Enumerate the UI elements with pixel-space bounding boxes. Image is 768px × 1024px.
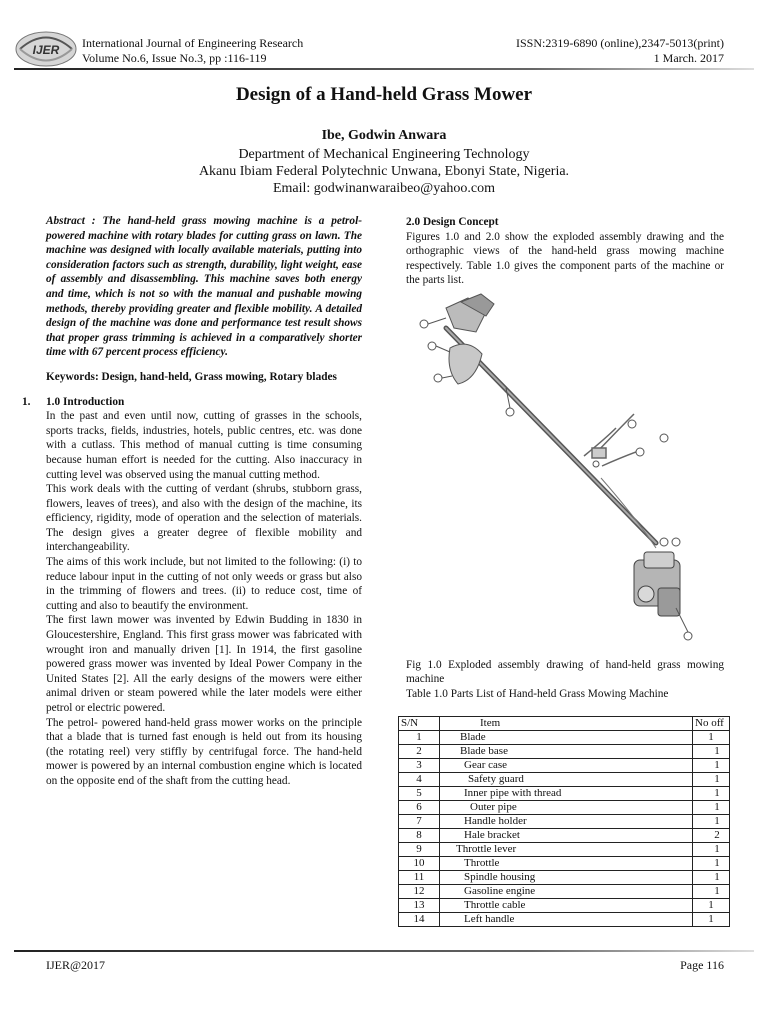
- section-title: 1.0 Introduction: [46, 395, 125, 408]
- intro-paragraph-2: This work deals with the cutting of verdant (shrubs, stubborn grass, flowers, leaves of trees), and also with the design of the machine, its efficiency, rigidity, mode of operation and the selection of materials. The design gives a greater degree of flexible mobility and interchangeability.: [46, 483, 362, 554]
- table-row: [399, 731, 730, 745]
- journal-logo: [14, 30, 78, 68]
- cell-sn: 5: [399, 787, 440, 801]
- table-row: [399, 857, 730, 871]
- header-no-off: No off: [693, 717, 730, 731]
- cell-item: Blade: [440, 731, 693, 745]
- table-row: [399, 815, 730, 829]
- figure-caption: Fig 1.0 Exploded assembly drawing of hand-held grass mowing machine: [406, 659, 724, 685]
- cell-qty: 1: [693, 773, 730, 787]
- cell-item: Spindle housing: [440, 871, 693, 885]
- parts-table: [398, 716, 730, 927]
- table-row: [399, 885, 730, 899]
- header-journal-info: [82, 36, 303, 66]
- keywords: Keywords: Design, hand-held, Grass mowing, Rotary blades: [46, 370, 337, 383]
- issn: ISSN:2319-6890 (online),2347-5013(print): [516, 36, 724, 50]
- left-column: [22, 214, 362, 789]
- cell-sn: 11: [399, 871, 440, 885]
- engine-drawing: [634, 552, 680, 616]
- intro-paragraph-4: The first lawn mower was invented by Edwin Budding in 1830 in Gloucestershire, England. This first grass mower was fabricated with wrought iron and manually driven [1]. In 1914, the first gasoline powered grass mower was invented by Ideal Power Company in the United States [2]. All the early designs of the mowers were either animal driven or steam powered while the later models were either petrol or electric powered.: [46, 614, 362, 714]
- cell-qty: 1: [693, 857, 730, 871]
- footer-copyright: IJER@2017: [46, 958, 106, 972]
- logo-text: IJER: [32, 43, 60, 57]
- cell-item: Blade base: [440, 745, 693, 759]
- table-row: [399, 899, 730, 913]
- cell-sn: 4: [399, 773, 440, 787]
- table-row: [399, 745, 730, 759]
- cell-sn: 3: [399, 759, 440, 773]
- table-row: [399, 829, 730, 843]
- cell-sn: 12: [399, 885, 440, 899]
- cell-qty: 1: [693, 913, 730, 927]
- cell-sn: 7: [399, 815, 440, 829]
- table-title: Table 1.0 Parts List of Hand-held Grass Mowing Machine: [406, 688, 669, 700]
- cell-qty: 2: [693, 829, 730, 843]
- cell-qty: 1: [693, 843, 730, 857]
- section-number: 1.: [22, 395, 31, 408]
- header-divider: [14, 68, 754, 70]
- cell-qty: 1: [693, 787, 730, 801]
- cell-item: Outer pipe: [440, 801, 693, 815]
- cell-item: Handle holder: [440, 815, 693, 829]
- journal-name: International Journal of Engineering Research: [82, 36, 304, 50]
- table-row: [399, 773, 730, 787]
- cell-sn: 1: [399, 731, 440, 745]
- cell-qty: 1: [693, 745, 730, 759]
- cell-item: Hale bracket: [440, 829, 693, 843]
- header-item: Item: [440, 717, 693, 731]
- affiliation: [0, 146, 768, 197]
- footer-divider: [14, 950, 754, 952]
- table-row: [399, 801, 730, 815]
- cell-sn: 8: [399, 829, 440, 843]
- institution: Akanu Ibiam Federal Polytechnic Unwana, Ebonyi State, Nigeria.: [198, 164, 570, 179]
- table-row: [399, 843, 730, 857]
- intro-paragraph-3: The aims of this work include, but not limited to the following: (i) to reduce labour input in the cutting of not only weeds or grass but also in the trimming of flowers and trees. (ii) to reduce cost, time of cutting and also to beautify the environment.: [46, 556, 362, 612]
- cell-sn: 14: [399, 913, 440, 927]
- intro-paragraph-1: In the past and even until now, cutting of grasses in the schools, sports tracks, fields, industries, hotels, public centres, etc. was done with a cutlass. This method of manual cutting is time consuming because human effort is needed for the cutting. Also inaccuracy in cutting level was observed using the manual cutting method.: [46, 410, 362, 481]
- page-number: Page 116: [680, 958, 724, 972]
- table-row: [399, 913, 730, 927]
- header-sn: S/N: [399, 717, 440, 731]
- cell-sn: 13: [399, 899, 440, 913]
- journal-volume: Volume No.6, Issue No.3, pp :116-119: [82, 51, 267, 65]
- cell-item: Gear case: [440, 759, 693, 773]
- cell-qty: 1: [693, 815, 730, 829]
- intro-paragraph-5: The petrol- powered hand-held grass mower works on the principle that a blade that is turned fast enough is held out from its housing (the rotating reel) very stiffly by centrifugal force. The hand-held mower is powered by an internal combustion engine which is located on the opposite end of the shaft from the cutting head.: [46, 716, 362, 787]
- abstract: Abstract : The hand-held grass mowing machine is a petrol-powered machine with rotary blades for cutting grass on lawn. The machine was designed with locally available materials, putting into consideration factors such as strength, durability, light weight, ease of assembly and disassembling. This machine saves both energy and time, which is not so with the manual and pushable mowing methods, thereby providing greater and flexible mobility. A detailed design of the machine was done and performance test result shows that proper grass trimming is achieved in a comparatively shorter time with 67 percent process efficiency.: [46, 215, 362, 359]
- cell-sn: 2: [399, 745, 440, 759]
- paper-title: Design of a Hand-held Grass Mower: [235, 84, 533, 105]
- cell-qty: 1: [693, 899, 730, 913]
- cell-item: Throttle cable: [440, 899, 693, 913]
- cell-item: Throttle: [440, 857, 693, 871]
- cell-qty: 1: [693, 731, 730, 745]
- cell-item: Inner pipe with thread: [440, 787, 693, 801]
- cell-qty: 1: [693, 885, 730, 899]
- cell-sn: 6: [399, 801, 440, 815]
- cell-item: Left handle: [440, 913, 693, 927]
- department: Department of Mechanical Engineering Technology: [238, 147, 530, 162]
- cell-sn: 9: [399, 843, 440, 857]
- table-row: [399, 787, 730, 801]
- design-concept-heading: 2.0 Design Concept: [406, 216, 499, 228]
- cell-sn: 10: [399, 857, 440, 871]
- publication-date: 1 March. 2017: [653, 51, 724, 65]
- design-concept-paragraph: Figures 1.0 and 2.0 show the exploded assembly drawing and the orthographic views of the hand-held grass mowing machine respectively. Table 1.0 gives the component parts of the machine or the parts list.: [406, 230, 724, 287]
- cell-item: Gasoline engine: [440, 885, 693, 899]
- cell-item: Throttle lever: [440, 843, 693, 857]
- cell-qty: 1: [693, 759, 730, 773]
- email: Email: godwinanwaraibeo@yahoo.com: [272, 181, 496, 196]
- cell-qty: 1: [693, 801, 730, 815]
- author-name: Ibe, Godwin Anwara: [321, 128, 447, 143]
- exploded-assembly-figure: [406, 288, 712, 654]
- table-row: [399, 871, 730, 885]
- table-header-row: [399, 717, 730, 731]
- right-column: [406, 215, 724, 288]
- section-introduction-heading: [22, 395, 362, 410]
- cell-item: Safety guard: [440, 773, 693, 787]
- cell-qty: 1: [693, 871, 730, 885]
- header-issn-info: [516, 36, 724, 66]
- table-row: [399, 759, 730, 773]
